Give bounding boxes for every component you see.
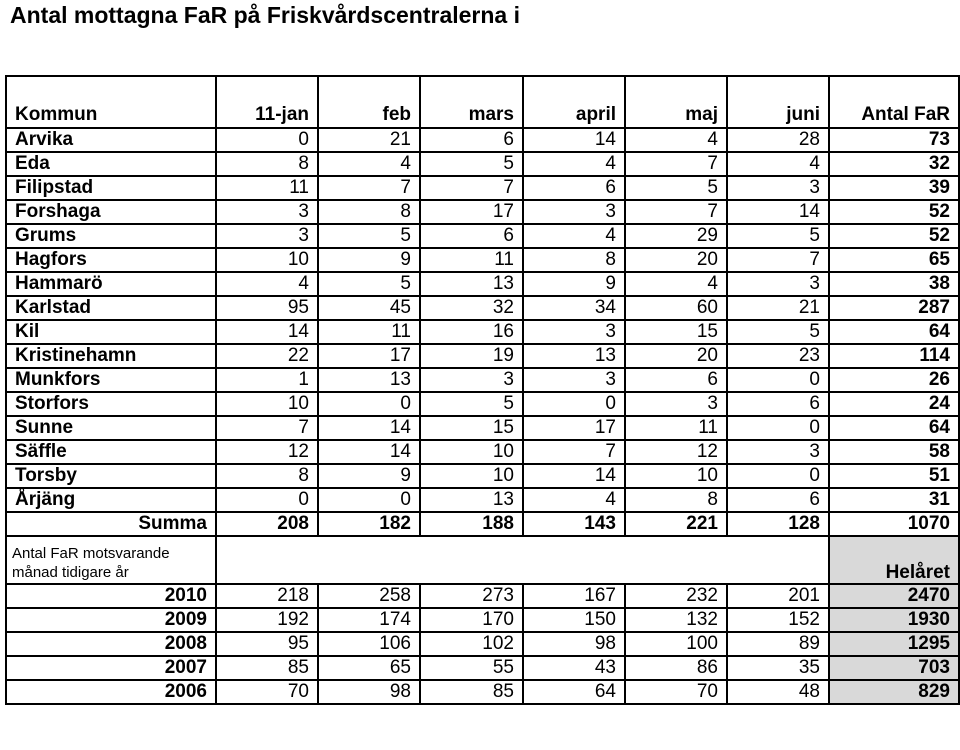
month-value: 9 (523, 272, 625, 296)
summa-row (6, 512, 959, 536)
row-total: 64 (829, 416, 959, 440)
kommun-name: Grums (6, 224, 216, 248)
month-value: 20 (625, 344, 727, 368)
month-value: 4 (216, 272, 318, 296)
header-kommun: Kommun (6, 76, 216, 128)
row-total: 73 (829, 128, 959, 152)
month-value: 14 (318, 440, 420, 464)
year-month-value: 201 (727, 584, 829, 608)
month-value: 7 (523, 440, 625, 464)
month-value: 16 (420, 320, 523, 344)
month-value: 4 (523, 488, 625, 512)
month-value: 10 (420, 440, 523, 464)
year-month-value: 65 (318, 656, 420, 680)
year-month-value: 55 (420, 656, 523, 680)
summa-cell: 221 (625, 512, 727, 536)
month-value: 7 (420, 176, 523, 200)
month-value: 3 (523, 368, 625, 392)
month-value: 14 (318, 416, 420, 440)
far-table (5, 75, 960, 705)
month-value: 11 (318, 320, 420, 344)
month-value: 11 (420, 248, 523, 272)
table-row (6, 200, 959, 224)
month-value: 5 (625, 176, 727, 200)
table-row (6, 416, 959, 440)
month-value: 0 (523, 392, 625, 416)
table-row (6, 272, 959, 296)
month-value: 8 (216, 464, 318, 488)
month-value: 7 (216, 416, 318, 440)
table-row (6, 368, 959, 392)
previous-year-rows (6, 584, 959, 704)
year-month-value: 106 (318, 632, 420, 656)
table-row (6, 248, 959, 272)
summa-section (6, 512, 959, 584)
month-value: 9 (318, 248, 420, 272)
month-value: 23 (727, 344, 829, 368)
month-value: 3 (727, 176, 829, 200)
month-value: 9 (318, 464, 420, 488)
month-value: 5 (727, 320, 829, 344)
year-label: 2009 (6, 608, 216, 632)
year-month-value: 192 (216, 608, 318, 632)
header-maj: maj (625, 76, 727, 128)
month-value: 6 (727, 392, 829, 416)
month-value: 3 (216, 224, 318, 248)
year-month-value: 70 (216, 680, 318, 704)
year-label: 2010 (6, 584, 216, 608)
kommun-rows (6, 128, 959, 512)
year-total: 1295 (829, 632, 959, 656)
header-april: april (523, 76, 625, 128)
month-value: 0 (318, 488, 420, 512)
month-value: 29 (625, 224, 727, 248)
year-total: 1930 (829, 608, 959, 632)
month-value: 0 (216, 128, 318, 152)
month-value: 6 (625, 368, 727, 392)
year-row (6, 680, 959, 704)
month-value: 21 (318, 128, 420, 152)
month-value: 19 (420, 344, 523, 368)
month-value: 7 (727, 248, 829, 272)
year-row (6, 584, 959, 608)
month-value: 14 (727, 200, 829, 224)
row-total: 65 (829, 248, 959, 272)
header-jan: 11-jan (216, 76, 318, 128)
table-row (6, 128, 959, 152)
month-value: 6 (420, 224, 523, 248)
year-month-value: 95 (216, 632, 318, 656)
summa-total: 1070 (829, 512, 959, 536)
month-value: 10 (216, 248, 318, 272)
table-row (6, 392, 959, 416)
month-value: 0 (318, 392, 420, 416)
year-month-value: 85 (420, 680, 523, 704)
year-month-value: 89 (727, 632, 829, 656)
kommun-name: Sunne (6, 416, 216, 440)
previous-header-row (6, 536, 959, 584)
month-value: 8 (523, 248, 625, 272)
year-month-value: 43 (523, 656, 625, 680)
year-month-value: 64 (523, 680, 625, 704)
year-label: 2008 (6, 632, 216, 656)
month-value: 28 (727, 128, 829, 152)
kommun-name: Årjäng (6, 488, 216, 512)
previous-label: Antal FaR motsvarande månad tidigare år (6, 536, 216, 584)
month-value: 5 (420, 392, 523, 416)
row-total: 52 (829, 224, 959, 248)
row-total: 32 (829, 152, 959, 176)
year-total: 2470 (829, 584, 959, 608)
page-title: Antal mottagna FaR på Friskvårdscentralerna i (10, 2, 520, 28)
row-total: 38 (829, 272, 959, 296)
year-row (6, 632, 959, 656)
kommun-name: Hammarö (6, 272, 216, 296)
table-row (6, 320, 959, 344)
month-value: 3 (523, 200, 625, 224)
month-value: 1 (216, 368, 318, 392)
row-total: 114 (829, 344, 959, 368)
year-month-value: 132 (625, 608, 727, 632)
month-value: 6 (420, 128, 523, 152)
month-value: 4 (727, 152, 829, 176)
year-month-value: 100 (625, 632, 727, 656)
year-month-value: 232 (625, 584, 727, 608)
month-value: 3 (420, 368, 523, 392)
month-value: 7 (318, 176, 420, 200)
month-value: 11 (216, 176, 318, 200)
year-month-value: 86 (625, 656, 727, 680)
month-value: 21 (727, 296, 829, 320)
month-value: 0 (727, 368, 829, 392)
summa-cell: 208 (216, 512, 318, 536)
month-value: 13 (420, 272, 523, 296)
row-total: 39 (829, 176, 959, 200)
summa-cell: 128 (727, 512, 829, 536)
header-juni: juni (727, 76, 829, 128)
year-month-value: 102 (420, 632, 523, 656)
header-antal-far: Antal FaR (829, 76, 959, 128)
month-value: 20 (625, 248, 727, 272)
kommun-name: Munkfors (6, 368, 216, 392)
month-value: 3 (523, 320, 625, 344)
row-total: 52 (829, 200, 959, 224)
helaret-label: Helåret (829, 536, 959, 584)
month-value: 0 (727, 464, 829, 488)
month-value: 3 (216, 200, 318, 224)
month-value: 13 (523, 344, 625, 368)
month-value: 95 (216, 296, 318, 320)
month-value: 10 (216, 392, 318, 416)
year-month-value: 170 (420, 608, 523, 632)
month-value: 13 (420, 488, 523, 512)
year-total: 703 (829, 656, 959, 680)
table-row (6, 344, 959, 368)
year-row (6, 656, 959, 680)
summa-label: Summa (6, 512, 216, 536)
month-value: 11 (625, 416, 727, 440)
month-value: 8 (216, 152, 318, 176)
month-value: 5 (420, 152, 523, 176)
kommun-name: Storfors (6, 392, 216, 416)
month-value: 17 (420, 200, 523, 224)
month-value: 7 (625, 152, 727, 176)
table-row (6, 464, 959, 488)
month-value: 0 (727, 416, 829, 440)
month-value: 4 (523, 224, 625, 248)
month-value: 4 (318, 152, 420, 176)
row-total: 26 (829, 368, 959, 392)
month-value: 5 (318, 224, 420, 248)
previous-header-blank (216, 536, 829, 584)
table-row (6, 440, 959, 464)
row-total: 287 (829, 296, 959, 320)
kommun-name: Torsby (6, 464, 216, 488)
kommun-name: Säffle (6, 440, 216, 464)
month-value: 17 (318, 344, 420, 368)
month-value: 5 (727, 224, 829, 248)
kommun-name: Kristinehamn (6, 344, 216, 368)
month-value: 12 (216, 440, 318, 464)
month-value: 13 (318, 368, 420, 392)
year-month-value: 85 (216, 656, 318, 680)
year-month-value: 174 (318, 608, 420, 632)
year-row (6, 608, 959, 632)
month-value: 10 (625, 464, 727, 488)
year-month-value: 98 (318, 680, 420, 704)
month-value: 12 (625, 440, 727, 464)
summa-cell: 188 (420, 512, 523, 536)
kommun-name: Kil (6, 320, 216, 344)
year-label: 2006 (6, 680, 216, 704)
month-value: 6 (523, 176, 625, 200)
month-value: 3 (625, 392, 727, 416)
month-value: 15 (420, 416, 523, 440)
kommun-name: Filipstad (6, 176, 216, 200)
month-value: 4 (523, 152, 625, 176)
month-value: 4 (625, 272, 727, 296)
month-value: 8 (318, 200, 420, 224)
month-value: 34 (523, 296, 625, 320)
year-label: 2007 (6, 656, 216, 680)
summa-cell: 143 (523, 512, 625, 536)
year-month-value: 48 (727, 680, 829, 704)
year-total: 829 (829, 680, 959, 704)
year-month-value: 35 (727, 656, 829, 680)
summa-cell: 182 (318, 512, 420, 536)
row-total: 24 (829, 392, 959, 416)
month-value: 3 (727, 440, 829, 464)
month-value: 14 (216, 320, 318, 344)
month-value: 4 (625, 128, 727, 152)
year-month-value: 150 (523, 608, 625, 632)
row-total: 58 (829, 440, 959, 464)
month-value: 45 (318, 296, 420, 320)
month-value: 10 (420, 464, 523, 488)
kommun-name: Karlstad (6, 296, 216, 320)
month-value: 3 (727, 272, 829, 296)
month-value: 5 (318, 272, 420, 296)
month-value: 15 (625, 320, 727, 344)
year-month-value: 258 (318, 584, 420, 608)
year-month-value: 70 (625, 680, 727, 704)
month-value: 14 (523, 128, 625, 152)
kommun-name: Eda (6, 152, 216, 176)
month-value: 6 (727, 488, 829, 512)
year-month-value: 98 (523, 632, 625, 656)
header-mars: mars (420, 76, 523, 128)
row-total: 64 (829, 320, 959, 344)
month-value: 0 (216, 488, 318, 512)
year-month-value: 218 (216, 584, 318, 608)
header-feb: feb (318, 76, 420, 128)
month-value: 22 (216, 344, 318, 368)
month-value: 8 (625, 488, 727, 512)
kommun-name: Arvika (6, 128, 216, 152)
month-value: 17 (523, 416, 625, 440)
month-value: 60 (625, 296, 727, 320)
year-month-value: 152 (727, 608, 829, 632)
kommun-name: Forshaga (6, 200, 216, 224)
table-row (6, 152, 959, 176)
year-month-value: 273 (420, 584, 523, 608)
month-value: 32 (420, 296, 523, 320)
kommun-name: Hagfors (6, 248, 216, 272)
month-value: 14 (523, 464, 625, 488)
month-value: 7 (625, 200, 727, 224)
table-row (6, 224, 959, 248)
table-row (6, 176, 959, 200)
header-row (6, 76, 959, 128)
year-month-value: 167 (523, 584, 625, 608)
row-total: 51 (829, 464, 959, 488)
row-total: 31 (829, 488, 959, 512)
table-row (6, 488, 959, 512)
table-row (6, 296, 959, 320)
